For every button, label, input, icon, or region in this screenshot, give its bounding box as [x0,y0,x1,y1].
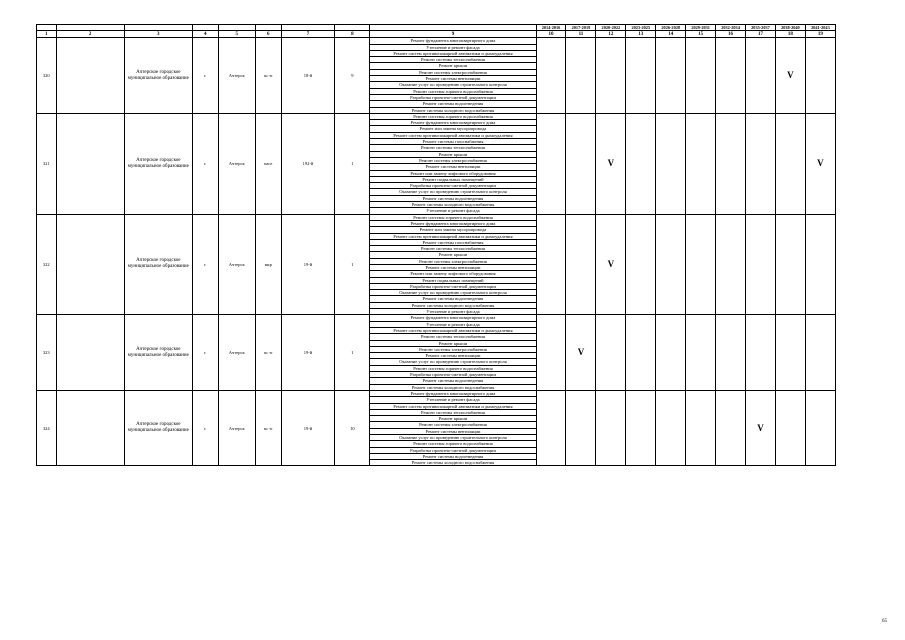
work-item: Ремонт системы вентиляции [370,353,536,359]
period-cell [716,113,746,214]
work-item: Ремонт подвальных помещений [370,176,536,182]
work-item: Ремонт фундамента многоквартирного дома [370,38,536,44]
record-number: 323 [37,315,57,391]
period-cell [626,113,656,214]
period-cell [536,390,566,466]
period-cell [566,390,596,466]
work-item: Оказание услуг по проведению строительного контроля [370,435,536,441]
work-item: Разработка проектно-сметной документации [370,183,536,189]
work-item: Ремонт фундамента многоквартирного дома [370,120,536,126]
work-item: Разработка проектно-сметной документации [370,447,536,453]
work-item: Ремонт фундамента многоквартирного дома [370,315,536,321]
work-item: Разработка проектно-сметной документации [370,94,536,100]
period-cell [656,315,686,391]
column-number: 6 [255,31,281,38]
period-mark: V [596,214,626,315]
table-row [37,38,836,44]
column-number: 12 [596,31,626,38]
building-number: 1 [335,113,370,214]
city-name: Ачтерск [218,214,255,315]
owner-name: Ачтерское городское муниципальное образование [124,315,192,391]
period-cell [746,214,776,315]
record-number: 321 [37,113,57,214]
settlement-type: г. [192,315,218,391]
period-cell [626,390,656,466]
city-name: Ачтерск [218,390,255,466]
column-number: 8 [335,31,370,38]
period-header: 2041-2043 [805,25,835,31]
work-item: Ремонт системы газоснабжения [370,139,536,145]
work-item: Ремонт системы вентиляции [370,428,536,434]
period-cell [805,315,835,391]
period-mark: V [805,113,835,214]
column-number: 13 [626,31,656,38]
period-cell [746,113,776,214]
column-number: 3 [124,31,192,38]
period-cell [656,113,686,214]
work-item: Ремонт системы водоотведения [370,453,536,459]
owner-spacer [56,315,124,391]
column-number: 10 [536,31,566,38]
work-item: Ремонт фундамента многоквартирного дома [370,390,536,396]
period-mark: V [775,38,805,114]
work-item: Ремонт системы теплоснабжения [370,145,536,151]
table-row [37,113,836,119]
column-number: 1 [37,31,57,38]
building-number: 10 [335,390,370,466]
settlement-type: г. [192,390,218,466]
work-item: Ремонт систем противопожарной автоматики и дымоудаления [370,233,536,239]
work-item: Утепление и ремонт фасада [370,44,536,50]
work-item: Ремонт крыши [370,63,536,69]
period-cell [656,38,686,114]
owner-name: Ачтерское городское муниципальное образование [124,390,192,466]
work-item: Ремонт или замену лифтового оборудования [370,170,536,176]
work-item: Ремонт крыши [370,340,536,346]
period-cell [805,390,835,466]
period-header: 2026-2028 [656,25,686,31]
owner-spacer [56,113,124,214]
period-cell [746,38,776,114]
column-number: 11 [566,31,596,38]
period-cell [686,315,716,391]
settlement-type: г. [192,38,218,114]
work-item: Ремонт системы горячего водоснабжения [370,88,536,94]
period-cell [536,214,566,315]
period-cell [656,214,686,315]
record-number: 320 [37,38,57,114]
period-cell [596,390,626,466]
table-row [37,214,836,220]
city-name: Ачтерск [218,315,255,391]
street-name: 18-й [281,38,335,114]
period-mark: V [746,390,776,466]
column-number: 16 [716,31,746,38]
period-cell [626,315,656,391]
period-cell [626,38,656,114]
street-name: 192-й [281,113,335,214]
work-item: Ремонт крыши [370,151,536,157]
work-item: Ремонт системы горячего водоснабжения [370,441,536,447]
work-item: Ремонт системы горячего водоснабжения [370,365,536,371]
period-cell [596,38,626,114]
work-item: Ремонт крыши [370,252,536,258]
column-number: 4 [192,31,218,38]
street-type: ш.-п [255,390,281,466]
work-item: Утепление и ремонт фасада [370,309,536,315]
work-item: Ремонт системы холодного водоснабжения [370,460,536,466]
city-name: Ачтерск [218,113,255,214]
record-number: 324 [37,390,57,466]
work-item: Ремонт системы электроснабжения [370,69,536,75]
period-header: 2020-2022 [596,25,626,31]
period-header: 2032-2034 [716,25,746,31]
period-mark: V [596,113,626,214]
period-cell [536,113,566,214]
period-cell [686,38,716,114]
period-cell [775,315,805,391]
work-item: Ремонт системы вентиляции [370,264,536,270]
table-row [37,315,836,321]
period-header: 2029-2031 [686,25,716,31]
work-item: Ремонт системы газоснабжения [370,239,536,245]
work-item: Ремонт системы горячего водоснабжения [370,214,536,220]
work-item: Ремонт или замена мусоропровода [370,227,536,233]
work-item: Ремонт системы водоотведения [370,195,536,201]
work-item: Оказание услуг по проведению строительного контроля [370,290,536,296]
work-item: Ремонт системы электроснабжения [370,346,536,352]
column-number: 18 [775,31,805,38]
work-item: Ремонт системы холодного водоснабжения [370,302,536,308]
period-cell [775,214,805,315]
period-header: 2038-2040 [775,25,805,31]
work-item: Разработка проектно-сметной документации [370,372,536,378]
column-number: 14 [656,31,686,38]
period-mark: V [566,315,596,391]
work-item: Ремонт систем противопожарной автоматики и дымоудаления [370,403,536,409]
street-name: 19-й [281,390,335,466]
street-type: ш.-п [255,315,281,391]
work-item: Оказание услуг по проведению строительного контроля [370,359,536,365]
street-type: ш.-п [255,38,281,114]
period-cell [566,113,596,214]
period-cell [536,315,566,391]
owner-name: Ачтерское городское муниципальное образование [124,38,192,114]
period-cell [566,214,596,315]
city-name: Ачтерск [218,38,255,114]
period-cell [536,38,566,114]
work-item: Оказание услуг по проведению строительного контроля [370,189,536,195]
work-item: Ремонт системы горячего водоснабжения [370,113,536,119]
work-item: Ремонт системы электроснабжения [370,157,536,163]
work-item: Ремонт системы теплоснабжения [370,246,536,252]
building-number: 1 [335,315,370,391]
period-cell [716,315,746,391]
page-number: 65 [882,619,887,624]
work-item: Ремонт системы электроснабжения [370,422,536,428]
work-item: Ремонт фундамента многоквартирного дома [370,220,536,226]
work-item: Ремонт систем противопожарной автоматики и дымоудаления [370,327,536,333]
owner-spacer [56,214,124,315]
owner-name: Ачтерское городское муниципальное образование [124,113,192,214]
settlement-type: г. [192,113,218,214]
period-cell [626,214,656,315]
column-number-row [37,31,836,38]
column-number: 15 [686,31,716,38]
work-item: Ремонт системы холодного водоснабжения [370,384,536,390]
work-item: Ремонт системы теплоснабжения [370,409,536,415]
work-item: Оказание услуг по проведению строительного контроля [370,82,536,88]
work-item: Утепление и ремонт фасада [370,208,536,214]
period-cell [686,390,716,466]
work-item: Ремонт системы теплоснабжения [370,334,536,340]
work-item: Утепление и ремонт фасада [370,321,536,327]
work-item: Ремонт системы холодного водоснабжения [370,107,536,113]
period-cell [686,113,716,214]
work-item: Ремонт системы электроснабжения [370,258,536,264]
work-item: Ремонт крыши [370,416,536,422]
table-row [37,390,836,396]
owner-name: Ачтерское городское муниципальное образование [124,214,192,315]
owner-spacer [56,390,124,466]
work-item: Ремонт системы холодного водоснабжения [370,202,536,208]
work-item: Ремонт системы вентиляции [370,164,536,170]
work-item: Ремонт системы водоотведения [370,101,536,107]
work-item: Ремонт системы водоотведения [370,296,536,302]
record-number: 322 [37,214,57,315]
period-cell [656,390,686,466]
period-cell [805,214,835,315]
street-name: 19-й [281,315,335,391]
work-item: Ремонт системы водоотведения [370,378,536,384]
work-item: Разработка проектно-сметной документации [370,283,536,289]
column-number: 9 [370,31,536,38]
period-cell [746,315,776,391]
work-item: Утепление и ремонт фасада [370,397,536,403]
period-cell [805,38,835,114]
work-item: Ремонт систем противопожарной автоматики и дымоудаления [370,132,536,138]
period-cell [775,113,805,214]
building-number: 1 [335,214,370,315]
period-cell [716,38,746,114]
period-header: 2017-2019 [566,25,596,31]
work-item: Ремонт или замена мусоропровода [370,126,536,132]
work-item: Ремонт системы вентиляции [370,76,536,82]
period-cell [716,214,746,315]
work-item: Ремонт подвальных помещений [370,277,536,283]
column-number: 7 [281,31,335,38]
period-cell [596,315,626,391]
table-body [37,25,836,466]
period-header: 2014-2016 [536,25,566,31]
period-cell [775,390,805,466]
capital-repair-register-table [36,24,836,466]
work-item: Ремонт систем противопожарной автоматики и дымоудаления [370,50,536,56]
street-type: мкр [255,214,281,315]
owner-spacer [56,38,124,114]
work-item: Ремонт или замену лифтового оборудования [370,271,536,277]
column-number: 19 [805,31,835,38]
period-header: 2023-2025 [626,25,656,31]
period-header: 2035-2037 [746,25,776,31]
period-cell [716,390,746,466]
column-number: 2 [56,31,124,38]
work-item: Ремонт системы теплоснабжения [370,57,536,63]
column-number: 17 [746,31,776,38]
period-cell [686,214,716,315]
building-number: 9 [335,38,370,114]
street-name: 19-й [281,214,335,315]
period-cell [566,38,596,114]
street-type: пасе [255,113,281,214]
settlement-type: г. [192,214,218,315]
column-number: 5 [218,31,255,38]
